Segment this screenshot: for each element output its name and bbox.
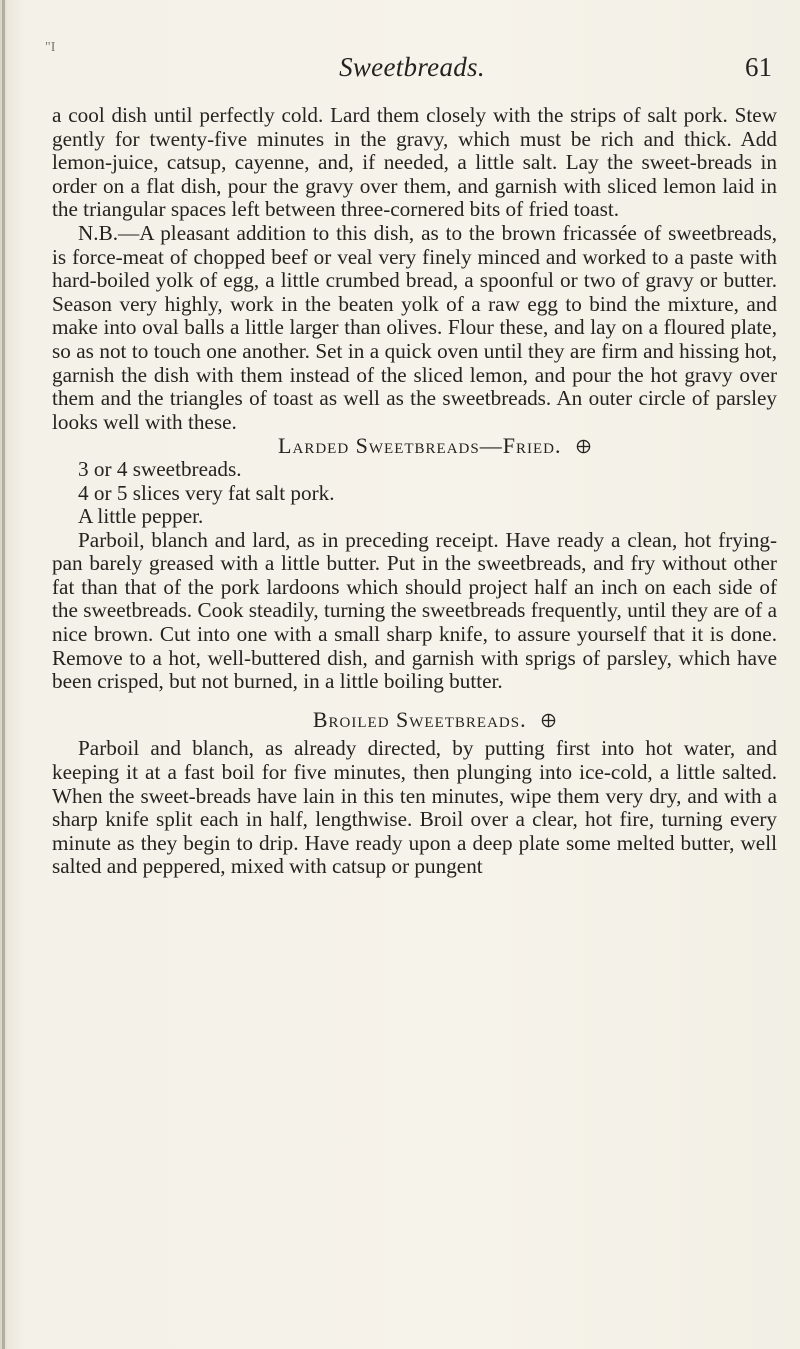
- ingredient-item: A little pepper.: [78, 504, 204, 529]
- recipe-title-broiled: Broiled Sweetbreads.: [312, 706, 527, 732]
- crest-symbol-icon: [541, 713, 556, 728]
- broiled-method-paragraph: Parboil and blanch, as already directed, by putting first into hot water, and keeping it at a fast boil for five minutes, then plunging into ice-cold, a little salted. When the sweet-breads have lain in this ten minutes, wipe them very dry, and with a sharp knife split each in half, lengthwise. Broil over a clear, hot fire, turning every minute as they begin to drip. Have ready upon a deep plate some melted butter, well salted and peppered, mixed with catsup or pungent: [52, 736, 777, 879]
- corner-mark: "I: [45, 40, 56, 55]
- recipe-heading-larded: [52, 434, 777, 458]
- nb-paragraph: N.B.—A pleasant addition to this dish, as to the brown fricassée of sweetbreads, is force-meat of chopped beef or veal very finely minced and worked to a paste with hard-boiled yolk of egg, a little crumbed bread, a spoonful or two of gravy or butter. Season very highly, work in the beaten yolk of a raw egg to bind the mixture, and make into oval balls a little larger than olives. Flour these, and lay on a floured plate, so as not to touch one another. Set in a quick oven until they are firm and hissing hot, garnish the dish with them instead of the sliced lemon, and pour the hot gravy over them and the triangles of toast as well as the sweetbreads. An outer circle of parsley looks well with these.: [52, 220, 777, 434]
- recipe-heading-broiled: [52, 708, 777, 732]
- running-title: Sweetbreads.: [339, 52, 485, 82]
- binding-gutter: [2, 0, 5, 1349]
- intro-paragraph: a cool dish until perfectly cold. Lard them closely with the strips of salt pork. Stew gently for twenty-five minutes in the gravy, which must be rich and thick. Add lemon-juice, catsup, cayenne, and, if needed, a little salt. Lay the sweet-breads in order on a flat dish, pour the gravy over them, and garnish with sliced lemon laid in the triangular spaces left between three-cornered bits of fried toast.: [52, 103, 777, 222]
- ingredient-item: 3 or 4 sweetbreads.: [78, 456, 242, 481]
- larded-method-paragraph: Parboil, blanch and lard, as in preceding receipt. Have ready a clean, hot frying-pan barely greased with a little butter. Put in the sweetbreads, and fry without other fat than that of the pork lardoons which should project half an inch on each side of the sweetbreads. Cook steadily, turning the sweetbreads frequently, until they are of a nice brown. Cut into one with a small sharp knife, to assure yourself that it is done. Remove to a hot, well-buttered dish, and garnish with sprigs of parsley, which have been crisped, but not burned, in a little boiling butter.: [52, 527, 777, 694]
- page-body: [52, 104, 777, 879]
- recipe-title-larded: Larded Sweetbreads—Fried.: [278, 433, 562, 459]
- page-number: 61: [745, 52, 772, 82]
- page-header: [52, 52, 772, 92]
- ingredient-item: 4 or 5 slices very fat salt pork.: [78, 480, 335, 505]
- crest-symbol-icon: [576, 439, 591, 454]
